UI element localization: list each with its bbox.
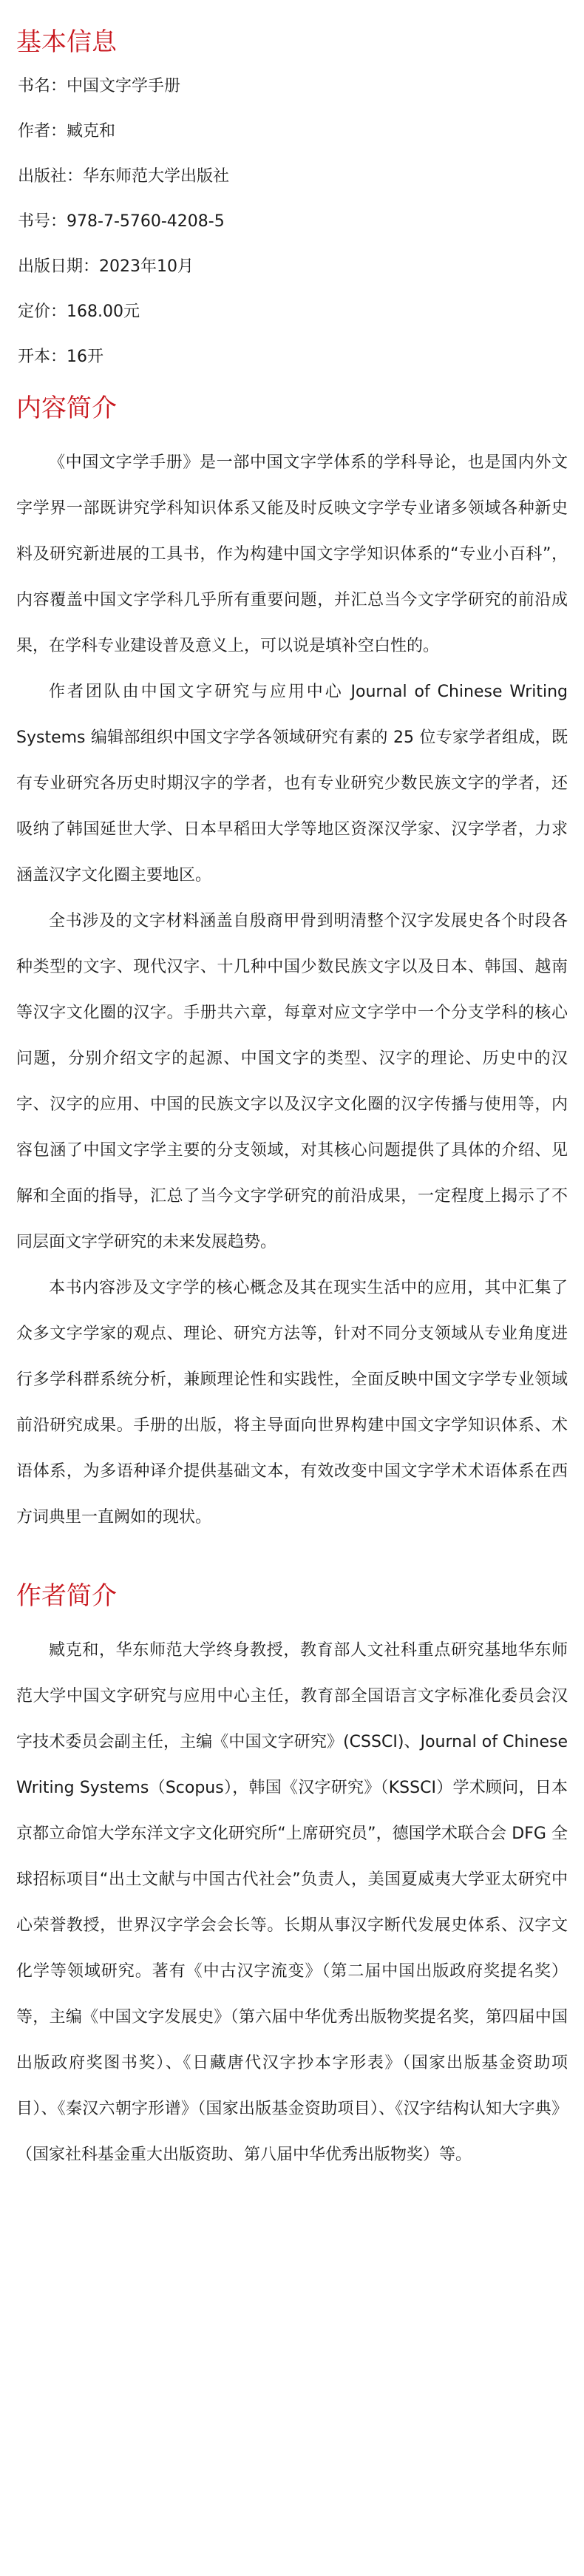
author-paragraph-1: 臧克和，华东师范大学终身教授，教育部人文社科重点研究基地华东师范大学中国文字研究与应用中心主任，教育部全国语言文字标准化委员会汉字技术委员会副主任，主编《中国文字研究》(CSSCI)、Journal of Chinese Writing Systems（Scopus），韩国《汉字研究》（KSSCI）学术顾问，日本京都立命馆大学东洋文字文化研究所“上席研究员”，德国学术联合会 DFG 全球招标项目“出土文献与中国古代社会”负责人，美国夏威夷大学亚太研究中心荣誉教授，世界汉字学会会长等。长期从事汉字断代发展史体系、汉字文化学等领域研究。著有《中古汉字流变》（第二届中国出版政府奖提名奖）等，主编《中国文字发展史》（第六届中华优秀出版物奖提名奖，第四届中国出版政府奖图书奖）、《日藏唐代汉字抄本字形表》（国家出版基金资助项目）、《秦汉六朝字形谱》（国家出版基金资助项目）、《汉字结构认知大字典》（国家社科基金重大出版资助、第八届中华优秀出版物奖）等。 bbox=[16, 1641, 568, 2164]
basic-info-section bbox=[16, 24, 568, 370]
info-value: 华东师范大学出版社 bbox=[83, 167, 230, 186]
info-value: 2023年10月 bbox=[99, 257, 194, 276]
info-row-title bbox=[18, 74, 568, 99]
info-value: 中国文字学手册 bbox=[67, 77, 181, 95]
info-row-price bbox=[18, 300, 568, 325]
info-row-format bbox=[18, 345, 568, 370]
info-label: 书号： bbox=[18, 212, 67, 231]
info-row-author bbox=[18, 119, 568, 144]
info-row-publisher bbox=[18, 164, 568, 189]
info-value: 168.00元 bbox=[67, 302, 140, 321]
info-label: 开本： bbox=[18, 348, 67, 366]
basic-info-heading: 基本信息 bbox=[16, 27, 117, 57]
basic-info-list bbox=[18, 74, 568, 370]
info-value: 978-7-5760-4208-5 bbox=[67, 212, 225, 231]
intro-paragraph-2: 作者团队由中国文字研究与应用中心 Journal of Chinese Writing Systems 编辑部组织中国文字学各领域研究有素的 25 位专家学者组成，既有专业研究各历史时期汉字的学者，也有专业研究少数民族文字的学者，还吸纳了韩国延世大学、日本早稻田大学等地区资深汉学家、汉字学者，力求涵盖汉字文化圈主要地区。 bbox=[16, 683, 568, 885]
intro-section bbox=[16, 390, 568, 1541]
intro-paragraph-4: 本书内容涉及文字学的核心概念及其在现实生活中的应用，其中汇集了众多文字学家的观点、理论、研究方法等，针对不同分支领域从专业角度进行多学科群系统分析，兼顾理论性和实践性，全面反映中国文字学专业领域前沿研究成果。手册的出版，将主导面向世界构建中国文字学知识体系、术语体系，为多语种译介提供基础文本，有效改变中国文字学术术语体系在西方词典里一直阙如的现状。 bbox=[16, 1279, 568, 1527]
info-value: 臧克和 bbox=[67, 122, 116, 141]
info-label: 作者： bbox=[18, 122, 67, 141]
info-value: 16开 bbox=[67, 348, 104, 366]
info-label: 出版日期： bbox=[18, 257, 100, 276]
info-label: 定价： bbox=[18, 302, 67, 321]
info-row-date bbox=[18, 254, 568, 280]
intro-paragraph-1: 《中国文字学手册》是一部中国文字学体系的学科导论，也是国内外文字学界一部既讲究学科知识体系又能及时反映文字学专业诸多领域各种新史料及研究新进展的工具书，作为构建中国文字学知识体系的“专业小百科”，内容覆盖中国文字学科几乎所有重要问题，并汇总当今文字学研究的前沿成果，在学科专业建设普及意义上，可以说是填补空白性的。 bbox=[16, 453, 568, 655]
author-heading: 作者简介 bbox=[16, 1581, 117, 1611]
intro-paragraph-3: 全书涉及的文字材料涵盖自殷商甲骨到明清整个汉字发展史各个时段各种类型的文字、现代汉字、十几种中国少数民族文字以及日本、韩国、越南等汉字文化圈的汉字。手册共六章，每章对应文字学中一个分支学科的核心问题，分别介绍文字的起源、中国文字的类型、汉字的理论、历史中的汉字、汉字的应用、中国的民族文字以及汉字文化圈的汉字传播与使用等，内容包涵了中国文字学主要的分支领域，对其核心问题提供了具体的介绍、见解和全面的指导，汇总了当今文字学研究的前沿成果，一定程度上揭示了不同层面文字学研究的未来发展趋势。 bbox=[16, 912, 568, 1251]
info-label: 出版社： bbox=[18, 167, 84, 186]
author-section bbox=[16, 1578, 568, 2178]
info-row-isbn bbox=[18, 209, 568, 234]
intro-heading: 内容简介 bbox=[16, 393, 117, 423]
info-label: 书名： bbox=[18, 77, 67, 95]
